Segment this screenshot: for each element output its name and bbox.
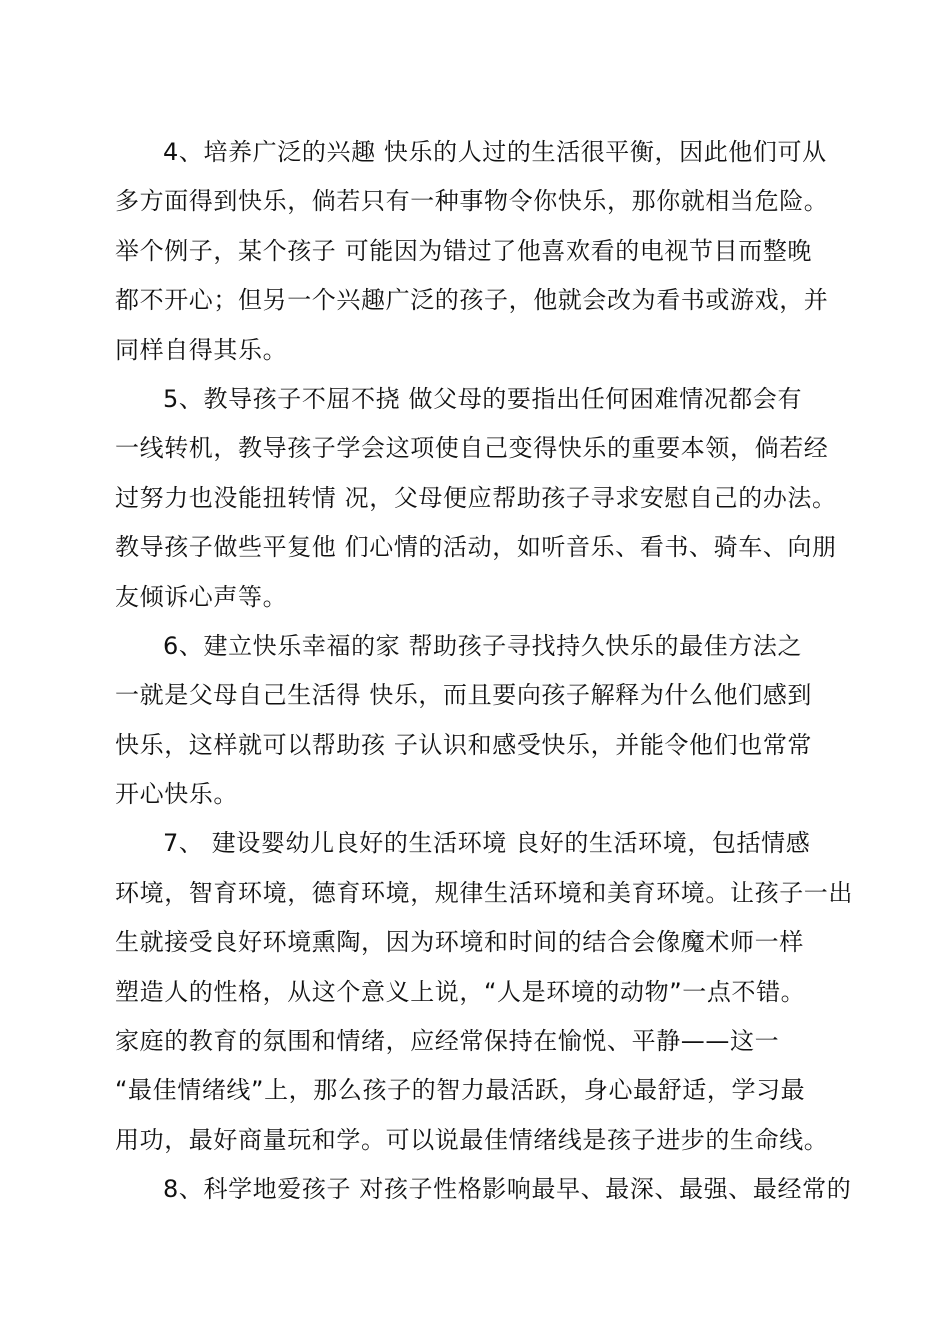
- paragraph-line: 8、科学地爱孩子 对孩子性格影响最早、最深、最强、最经常的: [163, 1175, 852, 1204]
- paragraph-line: 都不开心；但另一个兴趣广泛的孩子，他就会改为看书或游戏，并: [115, 286, 829, 315]
- paragraph-line: 一线转机，教导孩子学会这项使自己变得快乐的重要本领，倘若经: [115, 434, 829, 463]
- paragraph-6: [115, 622, 845, 820]
- paragraph-line: 举个例子，某个孩子 可能因为错过了他喜欢看的电视节目而整晚: [115, 236, 813, 265]
- paragraph-line: 4、培养广泛的兴趣 快乐的人过的生活很平衡，因此他们可从: [163, 138, 827, 166]
- paragraph-line: 教导孩子做些平复他 们心情的活动，如听音乐、看书、骑车、向朋: [115, 533, 837, 562]
- paragraph-line: 6、建立快乐幸福的家 帮助孩子寻找持久快乐的最佳方法之: [163, 631, 803, 660]
- paragraph-line: 塑造人的性格，从这个意义上说，“人是环境的动物”一点不错。: [115, 977, 806, 1006]
- paragraph-line: “最佳情绪线”上，那么孩子的智力最活跃，身心最舒适，学习最: [115, 1076, 806, 1105]
- paragraph-line: 多方面得到快乐，倘若只有一种事物令你快乐，那你就相当危险。: [115, 187, 829, 216]
- paragraph-line: 开心快乐。: [115, 780, 238, 809]
- paragraph-line: 7、 建设婴幼儿良好的生活环境 良好的生活环境，包括情感: [163, 829, 811, 858]
- paragraph-line: 过努力也没能扭转情 况，父母便应帮助孩子寻求安慰自己的办法。: [115, 483, 837, 512]
- paragraph-line: 用功，最好商量玩和学。可以说最佳情绪线是孩子进步的生命线。: [115, 1125, 829, 1154]
- paragraph-8: [115, 1165, 852, 1214]
- paragraph-line: 友倾诉心声等。: [115, 582, 288, 611]
- paragraph-5: [115, 375, 845, 622]
- paragraph-line: 同样自得其乐。: [115, 335, 288, 364]
- paragraph-line: 家庭的教育的氛围和情绪，应经常保持在愉悦、平静——这一: [115, 1027, 780, 1056]
- document-body: [115, 128, 853, 1215]
- paragraph-line: 快乐，这样就可以帮助孩 子认识和感受快乐，并能令他们也常常: [115, 730, 813, 759]
- paragraph-line: 5、教导孩子不屈不挠 做父母的要指出任何困难情况都会有: [163, 384, 803, 413]
- paragraph-line: 生就接受良好环境熏陶，因为环境和时间的结合会像魔术师一样: [115, 928, 804, 957]
- paragraph-4: [115, 128, 845, 375]
- paragraph-7: [115, 819, 853, 1165]
- paragraph-line: 环境，智育环境，德育环境，规律生活环境和美育环境。让孩子一出: [115, 878, 853, 907]
- paragraph-line: 一就是父母自己生活得 快乐，而且要向孩子解释为什么他们感到: [115, 681, 813, 710]
